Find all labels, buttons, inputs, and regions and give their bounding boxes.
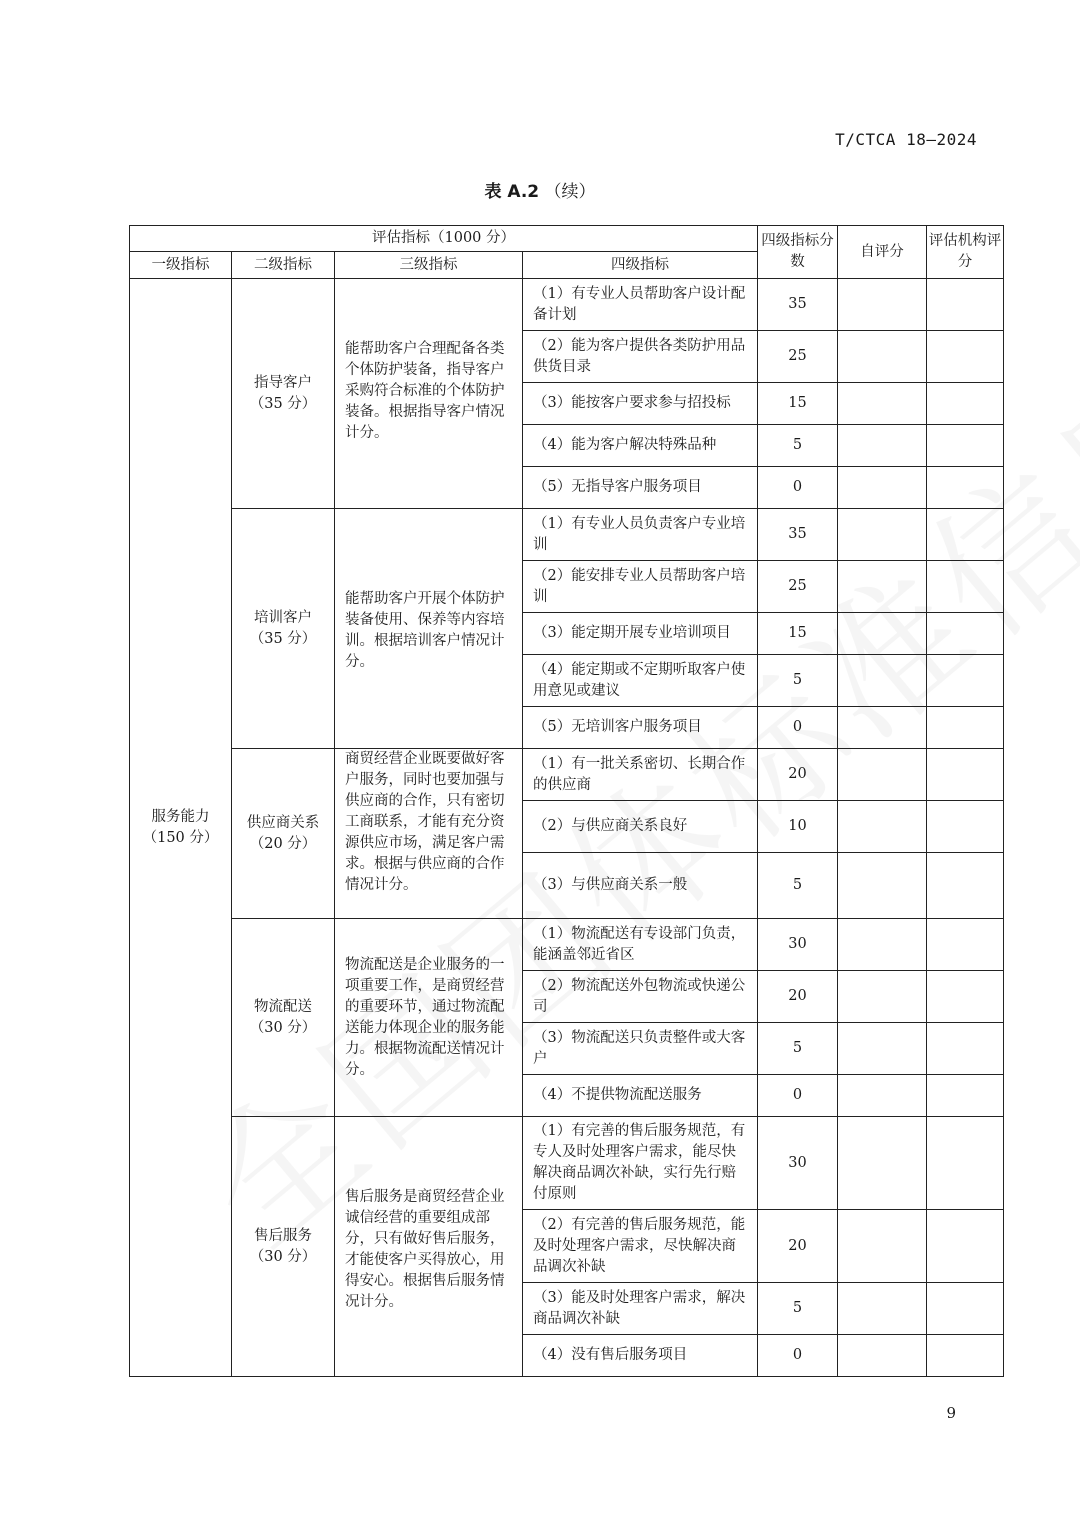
item-score: 15: [758, 383, 838, 425]
header-level3: 三级指标: [335, 252, 523, 279]
agency-score-cell[interactable]: [927, 707, 1004, 749]
level4-item: （2）有完善的售后服务规范，能及时处理客户需求，尽快解决商品调次补缺: [523, 1210, 758, 1283]
self-score-cell[interactable]: [838, 279, 927, 331]
item-score: 35: [758, 509, 838, 561]
self-score-cell[interactable]: [838, 655, 927, 707]
header-row: [130, 226, 1004, 252]
level4-item: （3）与供应商关系一般: [523, 853, 758, 919]
self-score-cell[interactable]: [838, 1210, 927, 1283]
item-score: 5: [758, 425, 838, 467]
item-score: 5: [758, 1283, 838, 1335]
level2-points: （30 分）: [249, 1019, 317, 1036]
level2-cell: [232, 1117, 335, 1377]
level4-item: （1）物流配送有专设部门负责，能涵盖邻近省区: [523, 919, 758, 971]
level2-cell: [232, 509, 335, 749]
level4-item: （2）与供应商关系良好: [523, 801, 758, 853]
item-score: 15: [758, 613, 838, 655]
item-score: 0: [758, 1335, 838, 1377]
document-code: T/CTCA 18—2024: [835, 130, 977, 149]
self-score-cell[interactable]: [838, 919, 927, 971]
item-score: 0: [758, 707, 838, 749]
level2-points: （20 分）: [249, 835, 317, 852]
table-row: [130, 1117, 1004, 1210]
table-row: [130, 749, 1004, 801]
header-score: 四级指标分数: [758, 226, 838, 279]
level1-points: （150 分）: [142, 829, 219, 846]
level4-item: （3）能及时处理客户需求，解决商品调次补缺: [523, 1283, 758, 1335]
item-score: 25: [758, 561, 838, 613]
agency-score-cell[interactable]: [927, 801, 1004, 853]
evaluation-table: [129, 225, 1004, 1377]
agency-score-cell[interactable]: [927, 561, 1004, 613]
agency-score-cell[interactable]: [927, 971, 1004, 1023]
level4-item: （1）有一批关系密切、长期合作的供应商: [523, 749, 758, 801]
table-row: [130, 279, 1004, 331]
level2-points: （30 分）: [249, 1248, 317, 1265]
agency-score-cell[interactable]: [927, 383, 1004, 425]
table-title-label: 表 A.2: [484, 182, 540, 202]
level4-item: （3）能定期开展专业培训项目: [523, 613, 758, 655]
header-level2: 二级指标: [232, 252, 335, 279]
self-score-cell[interactable]: [838, 1023, 927, 1075]
item-score: 5: [758, 655, 838, 707]
level2-points: （35 分）: [249, 630, 317, 647]
agency-score-cell[interactable]: [927, 331, 1004, 383]
self-score-cell[interactable]: [838, 425, 927, 467]
level2-name: 售后服务: [254, 1227, 312, 1244]
self-score-cell[interactable]: [838, 853, 927, 919]
level2-name: 物流配送: [254, 998, 312, 1015]
level2-name: 培训客户: [254, 609, 312, 626]
self-score-cell[interactable]: [838, 467, 927, 509]
table-title: [0, 177, 1080, 202]
agency-score-cell[interactable]: [927, 1075, 1004, 1117]
level4-item: （5）无指导客户服务项目: [523, 467, 758, 509]
agency-score-cell[interactable]: [927, 1117, 1004, 1210]
level4-item: （1）有完善的售后服务规范，有专人及时处理客户需求，能尽快解决商品调次补缺，实行先行赔付原则: [523, 1117, 758, 1210]
self-score-cell[interactable]: [838, 801, 927, 853]
item-score: 10: [758, 801, 838, 853]
item-score: 0: [758, 467, 838, 509]
agency-score-cell[interactable]: [927, 425, 1004, 467]
level3-description: 能帮助客户合理配备各类个体防护装备，指导客户采购符合标准的个体防护装备。根据指导客户情况计分。: [335, 279, 523, 509]
agency-score-cell[interactable]: [927, 279, 1004, 331]
level4-item: （1）有专业人员帮助客户设计配备计划: [523, 279, 758, 331]
self-score-cell[interactable]: [838, 509, 927, 561]
level4-item: （1）有专业人员负责客户专业培训: [523, 509, 758, 561]
level3-description: 商贸经营企业既要做好客户服务，同时也要加强与供应商的合作，只有密切工商联系，才能有充分资源供应市场，满足客户需求。根据与供应商的合作情况计分。: [335, 749, 523, 919]
level4-item: （5）无培训客户服务项目: [523, 707, 758, 749]
level2-name: 指导客户: [254, 374, 312, 391]
item-score: 35: [758, 279, 838, 331]
level4-item: （2）能安排专业人员帮助客户培训: [523, 561, 758, 613]
table-row: [130, 509, 1004, 561]
self-score-cell[interactable]: [838, 1283, 927, 1335]
self-score-cell[interactable]: [838, 749, 927, 801]
level4-item: （2）物流配送外包物流或快递公司: [523, 971, 758, 1023]
agency-score-cell[interactable]: [927, 1335, 1004, 1377]
agency-score-cell[interactable]: [927, 467, 1004, 509]
level4-item: （3）物流配送只负责整件或大客户: [523, 1023, 758, 1075]
self-score-cell[interactable]: [838, 707, 927, 749]
agency-score-cell[interactable]: [927, 919, 1004, 971]
agency-score-cell[interactable]: [927, 655, 1004, 707]
agency-score-cell[interactable]: [927, 613, 1004, 655]
header-agency-score: 评估机构评分: [927, 226, 1004, 279]
self-score-cell[interactable]: [838, 613, 927, 655]
self-score-cell[interactable]: [838, 561, 927, 613]
level4-item: （4）能为客户解决特殊品种: [523, 425, 758, 467]
agency-score-cell[interactable]: [927, 1023, 1004, 1075]
level3-description: 售后服务是商贸经营企业诚信经营的重要组成部分，只有做好售后服务，才能使客户买得放心，用得安心。根据售后服务情况计分。: [335, 1117, 523, 1377]
header-level4: 四级指标: [523, 252, 758, 279]
level4-item: （4）没有售后服务项目: [523, 1335, 758, 1377]
self-score-cell[interactable]: [838, 383, 927, 425]
item-score: 25: [758, 331, 838, 383]
self-score-cell[interactable]: [838, 331, 927, 383]
page-number: 9: [946, 1404, 956, 1422]
header-self-score: 自评分: [838, 226, 927, 279]
agency-score-cell[interactable]: [927, 749, 1004, 801]
level2-points: （35 分）: [249, 395, 317, 412]
level2-cell: [232, 279, 335, 509]
level4-item: （4）不提供物流配送服务: [523, 1075, 758, 1117]
level4-item: （2）能为客户提供各类防护用品供货目录: [523, 331, 758, 383]
item-score: 20: [758, 971, 838, 1023]
self-score-cell[interactable]: [838, 1117, 927, 1210]
item-score: 20: [758, 1210, 838, 1283]
level3-description: 能帮助客户开展个体防护装备使用、保养等内容培训。根据培训客户情况计分。: [335, 509, 523, 749]
item-score: 5: [758, 1023, 838, 1075]
level3-description: 物流配送是企业服务的一项重要工作，是商贸经营的重要环节，通过物流配送能力体现企业的服务能力。根据物流配送情况计分。: [335, 919, 523, 1117]
level2-name: 供应商关系: [246, 814, 320, 831]
item-score: 0: [758, 1075, 838, 1117]
level1-cell: [130, 279, 232, 1377]
table-title-suffix: （续）: [544, 182, 596, 202]
level2-cell: [232, 919, 335, 1117]
agency-score-cell[interactable]: [927, 853, 1004, 919]
agency-score-cell[interactable]: [927, 1210, 1004, 1283]
level2-cell: [232, 749, 335, 919]
agency-score-cell[interactable]: [927, 1283, 1004, 1335]
level1-name: 服务能力: [151, 808, 210, 825]
header-level1: 一级指标: [130, 252, 232, 279]
level4-item: （3）能按客户要求参与招投标: [523, 383, 758, 425]
agency-score-cell[interactable]: [927, 509, 1004, 561]
self-score-cell[interactable]: [838, 1075, 927, 1117]
item-score: 30: [758, 1117, 838, 1210]
item-score: 5: [758, 853, 838, 919]
item-score: 20: [758, 749, 838, 801]
header-group: 评估指标（1000 分）: [130, 226, 758, 252]
item-score: 30: [758, 919, 838, 971]
level4-item: （4）能定期或不定期听取客户使用意见或建议: [523, 655, 758, 707]
self-score-cell[interactable]: [838, 971, 927, 1023]
self-score-cell[interactable]: [838, 1335, 927, 1377]
table-row: [130, 919, 1004, 971]
